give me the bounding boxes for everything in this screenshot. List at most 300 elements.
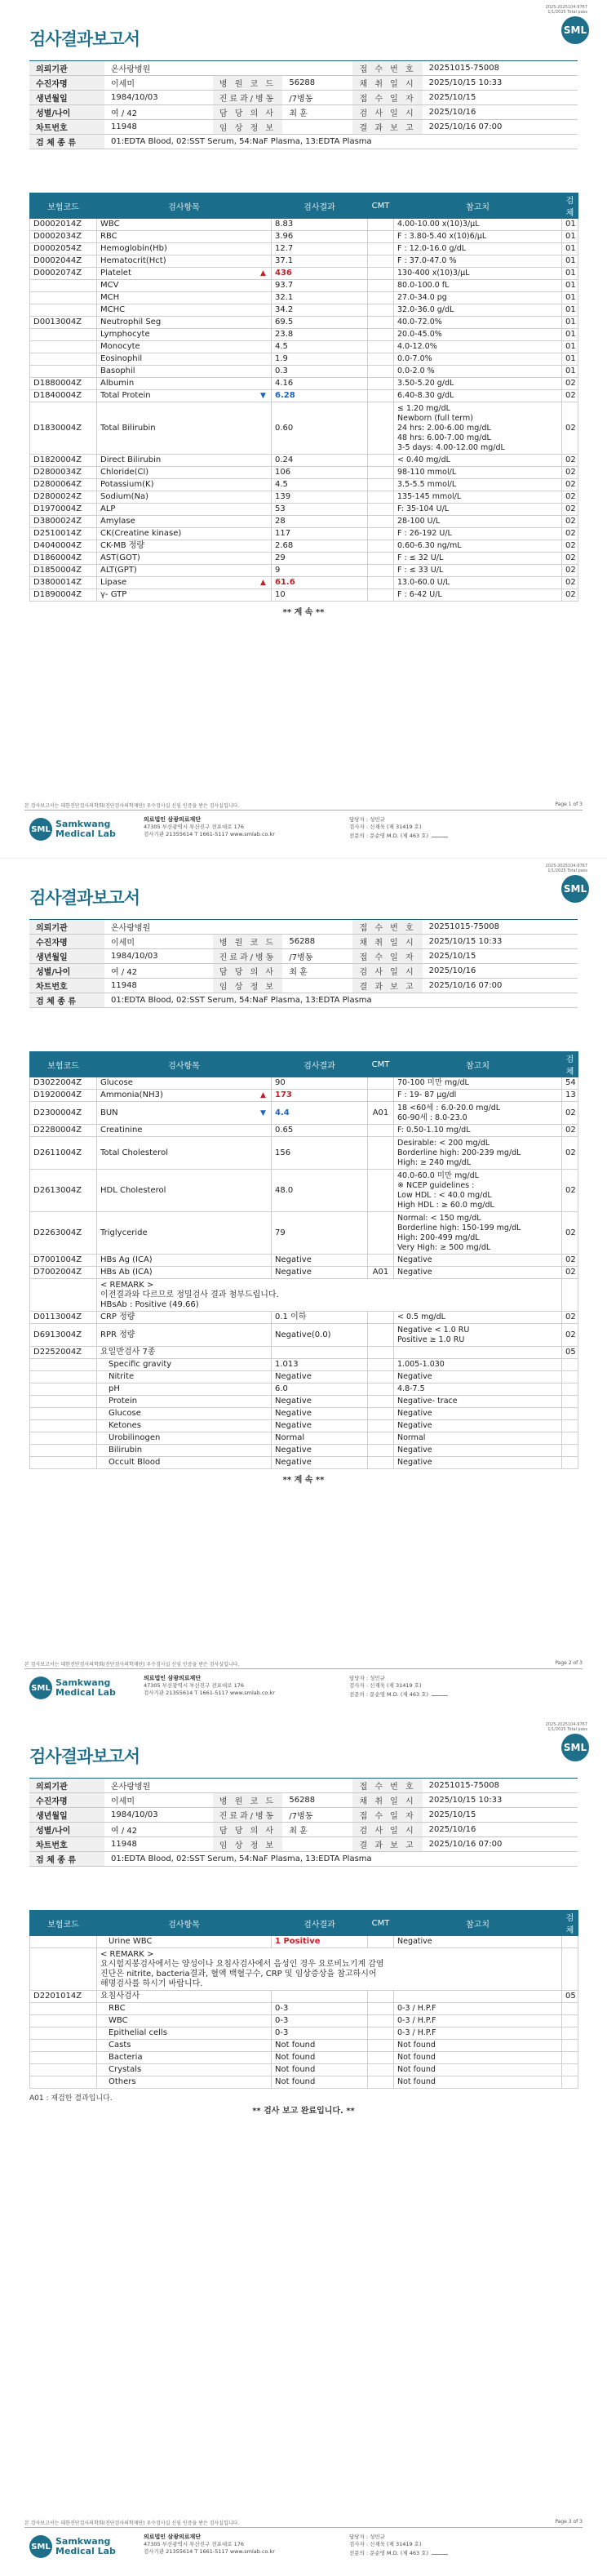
- comment-code: [368, 341, 394, 353]
- test-result: Normal: [272, 1432, 368, 1445]
- reference-range: Not found: [394, 2052, 562, 2064]
- sml-logo-icon: SML: [29, 2535, 52, 2558]
- reference-range: F : 12.0-16.0 g/dL: [394, 243, 562, 255]
- test-item-label: Triglyceride: [100, 1228, 148, 1237]
- test-result: Negative: [272, 1408, 368, 1420]
- comment-code: [368, 1420, 394, 1432]
- patient-label: 담 당 의 사: [213, 105, 283, 120]
- test-item: [97, 1936, 272, 1948]
- patient-info-table: [29, 919, 578, 1008]
- test-result: 3.96: [272, 231, 368, 243]
- insurance-code: [30, 1420, 97, 1432]
- reference-range: F: 35-104 U/L: [394, 504, 562, 516]
- test-result: 61.6: [272, 577, 368, 589]
- test-item: [97, 516, 272, 528]
- low-flag-icon: ▼: [260, 392, 266, 400]
- specimen-code: 54: [562, 1077, 578, 1090]
- patient-value: 01:EDTA Blood, 02:SST Serum, 54:NaF Plasma, 13:EDTA Plasma: [104, 993, 578, 1008]
- patient-value: 2025/10/16 07:00: [423, 120, 578, 135]
- comment-code: [368, 390, 394, 402]
- patient-info-row: [29, 1852, 578, 1867]
- reference-range: 0-3 / H.P.F: [394, 2027, 562, 2040]
- patient-label: 채 취 일 시: [352, 1793, 422, 1808]
- comment-code: [368, 2003, 394, 2015]
- test-result: 4.4: [272, 1102, 368, 1125]
- test-result: Negative: [272, 1396, 368, 1408]
- test-item: [97, 1396, 272, 1408]
- test-item: [97, 1347, 272, 1359]
- results-column-header: 검체: [562, 1052, 578, 1077]
- specimen-code: 13: [562, 1090, 578, 1102]
- test-result: 6.28: [272, 390, 368, 402]
- reference-range: F : ≤ 32 U/L: [394, 553, 562, 565]
- table-row: [30, 1077, 578, 1090]
- test-result: Not found: [272, 2076, 368, 2089]
- test-result: 0-3: [272, 2003, 368, 2015]
- low-flag-icon: ▼: [260, 1108, 266, 1117]
- table-row: [30, 280, 578, 292]
- reference-range: Negative: [394, 1408, 562, 1420]
- patient-value: 이세미: [104, 935, 213, 949]
- test-item: [97, 231, 272, 243]
- reference-range: Negative: [394, 1255, 562, 1267]
- specimen-code: [562, 2040, 578, 2052]
- test-result: 90: [272, 1077, 368, 1090]
- reference-range: ≤ 1.20 mg/dL Newborn (full term) 24 hrs: 2.00-6.00 mg/dL 48 hrs: 6.00-7.00 mg/dL 3-5 days: 4.00-12.00 mg/dL: [394, 402, 562, 455]
- test-item-label: Eosinophil: [100, 354, 143, 363]
- reference-range: Not found: [394, 2064, 562, 2076]
- patient-label: 의뢰기관: [29, 61, 104, 76]
- test-item-label: RBC: [109, 2004, 126, 2013]
- specimen-code: 02: [562, 1255, 578, 1267]
- test-item-label: 요일반검사 7종: [100, 1348, 156, 1357]
- comment-code: [368, 528, 394, 540]
- remark-row: [30, 1948, 578, 1991]
- insurance-code: D0013004Z: [30, 317, 97, 329]
- comment-code: [368, 378, 394, 390]
- comment-code: [368, 589, 394, 602]
- patient-label: 생년월일: [29, 1808, 104, 1823]
- comment-code: [368, 1432, 394, 1445]
- comment-code: [368, 2040, 394, 2052]
- comment-code: [368, 1137, 394, 1170]
- specimen-code: [562, 2015, 578, 2027]
- footer-divider: [24, 2527, 583, 2528]
- patient-label: 채 취 일 시: [352, 935, 422, 949]
- report-title: 검사결과보고서: [29, 1747, 140, 1766]
- reference-range: Negative: [394, 1457, 562, 1469]
- patient-label: 검 체 종 류: [29, 1852, 104, 1867]
- insurance-code: [30, 304, 97, 317]
- comment-code: [368, 2076, 394, 2089]
- patient-label: 접 수 일 자: [352, 949, 422, 964]
- patient-info-row: [29, 91, 578, 105]
- results-column-header: 검체: [562, 193, 578, 219]
- test-item-label: Lymphocyte: [100, 330, 150, 339]
- insurance-code: D1830004Z: [30, 402, 97, 455]
- test-item-label: Platelet: [100, 269, 131, 278]
- reference-range: [394, 1991, 562, 2003]
- test-result: 8.83: [272, 219, 368, 231]
- comment-code: [368, 540, 394, 553]
- comment-code: [368, 577, 394, 589]
- table-row: [30, 390, 578, 402]
- test-item: [97, 317, 272, 329]
- specimen-code: [562, 1457, 578, 1469]
- reference-range: 70-100 미만 mg/dL: [394, 1077, 562, 1090]
- table-row: [30, 467, 578, 479]
- accreditation-note: 본 검사보고서는 대한진단검사의학회(진단검사의학재단) 우수검사실 신임 인증을 받은 검사실입니다.: [24, 2520, 240, 2526]
- patient-label: 생년월일: [29, 91, 104, 105]
- insurance-code: D2611004Z: [30, 1137, 97, 1170]
- comment-code: [368, 1312, 394, 1324]
- patient-value: 1984/10/03: [104, 949, 213, 964]
- table-row: [30, 292, 578, 304]
- report-page: [0, 1717, 607, 2576]
- page-number: Page 2 of 3: [555, 1660, 583, 1666]
- test-result: 23.8: [272, 329, 368, 341]
- insurance-code: D2252004Z: [30, 1347, 97, 1359]
- test-result: 12.7: [272, 243, 368, 255]
- table-row: [30, 317, 578, 329]
- test-result: Not found: [272, 2064, 368, 2076]
- results-column-header: 검사결과: [272, 1911, 368, 1936]
- patient-label: 결 과 보 고: [352, 1837, 422, 1852]
- specimen-code: 02: [562, 1170, 578, 1212]
- specimen-code: 02: [562, 504, 578, 516]
- results-table: [29, 1051, 578, 1469]
- patient-value: 1984/10/03: [104, 91, 213, 105]
- test-item: [97, 1077, 272, 1090]
- test-result: 156: [272, 1137, 368, 1170]
- test-result: 6.0: [272, 1383, 368, 1396]
- footer-divider: [24, 810, 583, 811]
- signature-mark: [432, 831, 448, 837]
- reference-range: Negative- trace: [394, 1396, 562, 1408]
- reference-range: Normal: [394, 1432, 562, 1445]
- test-item-label: Ammonia(NH3): [100, 1090, 163, 1099]
- patient-value: 2025/10/15: [423, 949, 578, 964]
- patient-value: [282, 120, 352, 135]
- test-result: 0.1 이하: [272, 1312, 368, 1324]
- insurance-code: D3800014Z: [30, 577, 97, 589]
- table-row: [30, 565, 578, 577]
- table-row: [30, 1137, 578, 1170]
- table-row: [30, 1212, 578, 1255]
- specimen-code: [562, 1383, 578, 1396]
- footer-signatures: 담당자 : 성민규 검사자 : 신재욱 (제 31419 호) 전문의 : 문순영 M.D. (제 463 호): [349, 816, 448, 840]
- test-result: 0.65: [272, 1125, 368, 1137]
- specimen-code: [562, 2052, 578, 2064]
- results-column-header: 검사항목: [97, 193, 272, 219]
- insurance-code: D1860004Z: [30, 553, 97, 565]
- comment-code: [368, 329, 394, 341]
- patient-info-row: [29, 61, 578, 76]
- reference-range: 98-110 mmol/L: [394, 467, 562, 479]
- remark-row: [30, 1279, 578, 1312]
- results-header: [30, 193, 578, 219]
- insurance-code: D2300004Z: [30, 1102, 97, 1125]
- specimen-code: 01: [562, 353, 578, 366]
- specimen-code: [562, 1432, 578, 1445]
- footer-logo-name: Samkwang Medical Lab: [55, 819, 116, 839]
- results-table: [29, 1910, 578, 2089]
- test-item-label: Glucose: [109, 1409, 141, 1418]
- insurance-code: D2800064Z: [30, 479, 97, 491]
- insurance-code: [30, 280, 97, 292]
- patient-value: [282, 1837, 352, 1852]
- patient-label: 진료과/병동: [213, 949, 283, 964]
- test-item: [97, 1457, 272, 1469]
- insurance-code: D1970004Z: [30, 504, 97, 516]
- specimen-code: 02: [562, 1212, 578, 1255]
- insurance-code: [30, 353, 97, 366]
- test-result: Negative: [272, 1371, 368, 1383]
- test-result: 1.013: [272, 1359, 368, 1371]
- comment-code: [368, 1991, 394, 2003]
- patient-value: 온사랑병원: [104, 920, 352, 935]
- reference-range: 18 <60세 : 6.0-20.0 mg/dL 60-90세 : 8.0-23.0: [394, 1102, 562, 1125]
- insurance-code: [30, 366, 97, 378]
- specimen-code: [562, 1408, 578, 1420]
- insurance-code: D2280004Z: [30, 1125, 97, 1137]
- insurance-code: D2800034Z: [30, 467, 97, 479]
- test-item: [97, 1255, 272, 1267]
- table-row: [30, 268, 578, 280]
- specimen-code: 01: [562, 268, 578, 280]
- comment-code: A01: [368, 1267, 394, 1279]
- test-item: [97, 341, 272, 353]
- insurance-code: [30, 1396, 97, 1408]
- test-result: 139: [272, 491, 368, 504]
- test-item-label: Bacteria: [109, 2053, 143, 2062]
- test-item-label: Crystals: [109, 2065, 142, 2074]
- test-item: [97, 1383, 272, 1396]
- patient-info-row: [29, 76, 578, 91]
- reference-range: 135-145 mmol/L: [394, 491, 562, 504]
- test-item-label: Protein: [109, 1397, 138, 1406]
- patient-value: 11948: [104, 120, 213, 135]
- footer-address: 의료법인 삼광의료재단 47305 부산광역시 부산진구 전포대로 176 검사기관 21355614 T 1661-5117 www.smlab.co.kr: [144, 2534, 275, 2555]
- comment-code: [368, 2027, 394, 2040]
- patient-info-row: [29, 1808, 578, 1823]
- results-column-header: 보험코드: [30, 1052, 97, 1077]
- insurance-code: [30, 1445, 97, 1457]
- test-item-label: pH: [109, 1384, 120, 1393]
- reference-range: 28-100 U/L: [394, 516, 562, 528]
- patient-label: 차트번호: [29, 120, 104, 135]
- reference-range: F : 37.0-47.0 %: [394, 255, 562, 268]
- patient-label: 접 수 번 호: [352, 61, 422, 76]
- table-row: [30, 2076, 578, 2089]
- test-item-label: BUN: [100, 1108, 118, 1117]
- patient-label: 임 상 정 보: [213, 979, 283, 993]
- table-row: [30, 378, 578, 390]
- patient-info-row: [29, 1793, 578, 1808]
- footer-address: 의료법인 삼광의료재단 47305 부산광역시 부산진구 전포대로 176 검사기관 21355614 T 1661-5117 www.smlab.co.kr: [144, 1675, 275, 1696]
- comment-code: [368, 304, 394, 317]
- test-result: Negative: [272, 1255, 368, 1267]
- specimen-code: 01: [562, 243, 578, 255]
- patient-label: 의뢰기관: [29, 920, 104, 935]
- test-item: [97, 553, 272, 565]
- reference-range: F : ≤ 33 U/L: [394, 565, 562, 577]
- patient-value: 최 훈: [282, 964, 352, 979]
- comment-code: [368, 1077, 394, 1090]
- sml-logo-icon: SML: [29, 1677, 52, 1699]
- specimen-code: [562, 1359, 578, 1371]
- test-item-label: Chloride(Cl): [100, 468, 149, 477]
- patient-value: 1984/10/03: [104, 1808, 213, 1823]
- test-result: 34.2: [272, 304, 368, 317]
- patient-value: 2025/10/15 10:33: [423, 935, 578, 949]
- table-row: [30, 2064, 578, 2076]
- test-result: 4.5: [272, 341, 368, 353]
- test-result: 10: [272, 589, 368, 602]
- test-item-label: Albumin: [100, 379, 135, 388]
- patient-value: /7병동: [282, 1808, 352, 1823]
- results-column-header: 참고치: [394, 1911, 562, 1936]
- comment-code: [368, 479, 394, 491]
- specimen-code: 02: [562, 565, 578, 577]
- patient-value: 01:EDTA Blood, 02:SST Serum, 54:NaF Plasma, 13:EDTA Plasma: [104, 135, 578, 149]
- test-result: 173: [272, 1090, 368, 1102]
- test-item-label: HBs Ab (ICA): [100, 1268, 153, 1277]
- specimen-code: 02: [562, 378, 578, 390]
- insurance-code: D2613004Z: [30, 1170, 97, 1212]
- reference-range: 6.40-8.30 g/dL: [394, 390, 562, 402]
- table-row: [30, 1255, 578, 1267]
- insurance-code: [30, 1371, 97, 1383]
- specimen-code: 01: [562, 231, 578, 243]
- patient-label: 성별/나이: [29, 1823, 104, 1837]
- test-item: [97, 467, 272, 479]
- table-row: [30, 1371, 578, 1383]
- table-row: [30, 1420, 578, 1432]
- patient-value: [282, 979, 352, 993]
- test-item: [97, 479, 272, 491]
- patient-label: 수진자명: [29, 1793, 104, 1808]
- footer-logo-name: Samkwang Medical Lab: [55, 2536, 116, 2556]
- comment-code: [368, 455, 394, 467]
- specimen-code: 01: [562, 341, 578, 353]
- specimen-code: [562, 1396, 578, 1408]
- reference-range: 80.0-100.0 fL: [394, 280, 562, 292]
- table-row: [30, 366, 578, 378]
- table-row: [30, 243, 578, 255]
- table-row: [30, 1090, 578, 1102]
- results-header: [30, 1911, 578, 1936]
- table-row: [30, 2052, 578, 2064]
- patient-value: 2025/10/16: [423, 964, 578, 979]
- table-row: [30, 1408, 578, 1420]
- test-item-label: Basophil: [100, 366, 135, 375]
- test-item: [97, 2040, 272, 2052]
- specimen-code: 02: [562, 577, 578, 589]
- test-item-label: Glucose: [100, 1078, 133, 1087]
- patient-value: /7병동: [282, 949, 352, 964]
- results-column-header: 검체: [562, 1911, 578, 1936]
- patient-label: 결 과 보 고: [352, 120, 422, 135]
- test-result: [272, 1347, 368, 1359]
- test-result: 0.3: [272, 366, 368, 378]
- patient-label: 병 원 코 드: [213, 1793, 283, 1808]
- high-flag-icon: ▲: [260, 579, 266, 587]
- test-item-label: CK(Creatine kinase): [100, 529, 182, 538]
- reference-range: Negative: [394, 1420, 562, 1432]
- sml-logo-icon: SML: [561, 875, 589, 903]
- test-result: Not found: [272, 2040, 368, 2052]
- comment-code: [368, 255, 394, 268]
- results-column-header: CMT: [368, 193, 394, 219]
- reference-range: 0.60-6.30 ng/mL: [394, 540, 562, 553]
- test-item: [97, 589, 272, 602]
- test-item: [97, 2076, 272, 2089]
- reference-range: 27.0-34.0 pg: [394, 292, 562, 304]
- specimen-code: 02: [562, 553, 578, 565]
- insurance-code: [30, 329, 97, 341]
- table-row: [30, 1396, 578, 1408]
- patient-value: 20251015-75008: [423, 920, 578, 935]
- patient-label: 결 과 보 고: [352, 979, 422, 993]
- test-item-label: RPR 정량: [100, 1330, 135, 1339]
- insurance-code: D1850004Z: [30, 565, 97, 577]
- test-item-label: Hemoglobin(Hb): [100, 244, 167, 253]
- specimen-code: [562, 1371, 578, 1383]
- reference-range: 0-3 / H.P.F: [394, 2003, 562, 2015]
- test-item-label: ALT(GPT): [100, 566, 137, 575]
- test-item: [97, 1432, 272, 1445]
- comment-code: [368, 219, 394, 231]
- table-row: [30, 479, 578, 491]
- test-result: 4.16: [272, 378, 368, 390]
- table-row: [30, 2003, 578, 2015]
- insurance-code: [30, 2040, 97, 2052]
- insurance-code: D1840004Z: [30, 390, 97, 402]
- results-column-header: CMT: [368, 1911, 394, 1936]
- specimen-code: 02: [562, 491, 578, 504]
- footer-address: 의료법인 삼광의료재단 47305 부산광역시 부산진구 전포대로 176 검사기관 21355614 T 1661-5117 www.smlab.co.kr: [144, 816, 275, 837]
- table-row: [30, 2015, 578, 2027]
- patient-value: 2025/10/16: [423, 105, 578, 120]
- report-page: [0, 859, 607, 1717]
- test-item: [97, 2027, 272, 2040]
- table-row: [30, 1936, 578, 1948]
- table-row: [30, 219, 578, 231]
- patient-value: 20251015-75008: [423, 61, 578, 76]
- comment-legend: A01 : 재검한 결과입니다.: [29, 2094, 113, 2103]
- table-row: [30, 304, 578, 317]
- comment-code: [368, 1170, 394, 1212]
- patient-value: 2025/10/15 10:33: [423, 1793, 578, 1808]
- comment-code: [368, 402, 394, 455]
- table-row: [30, 329, 578, 341]
- test-item: [97, 1267, 272, 1279]
- table-row: [30, 1445, 578, 1457]
- insurance-code: [30, 2027, 97, 2040]
- test-item: [97, 2003, 272, 2015]
- test-result: Negative: [272, 1445, 368, 1457]
- test-result: 1.9: [272, 353, 368, 366]
- insurance-code: D1890004Z: [30, 589, 97, 602]
- comment-code: [368, 1324, 394, 1347]
- comment-code: [368, 268, 394, 280]
- reference-range: < 0.5 mg/dL: [394, 1312, 562, 1324]
- test-result: 436: [272, 268, 368, 280]
- test-result: 69.5: [272, 317, 368, 329]
- test-result: 2.68: [272, 540, 368, 553]
- test-result: 0.24: [272, 455, 368, 467]
